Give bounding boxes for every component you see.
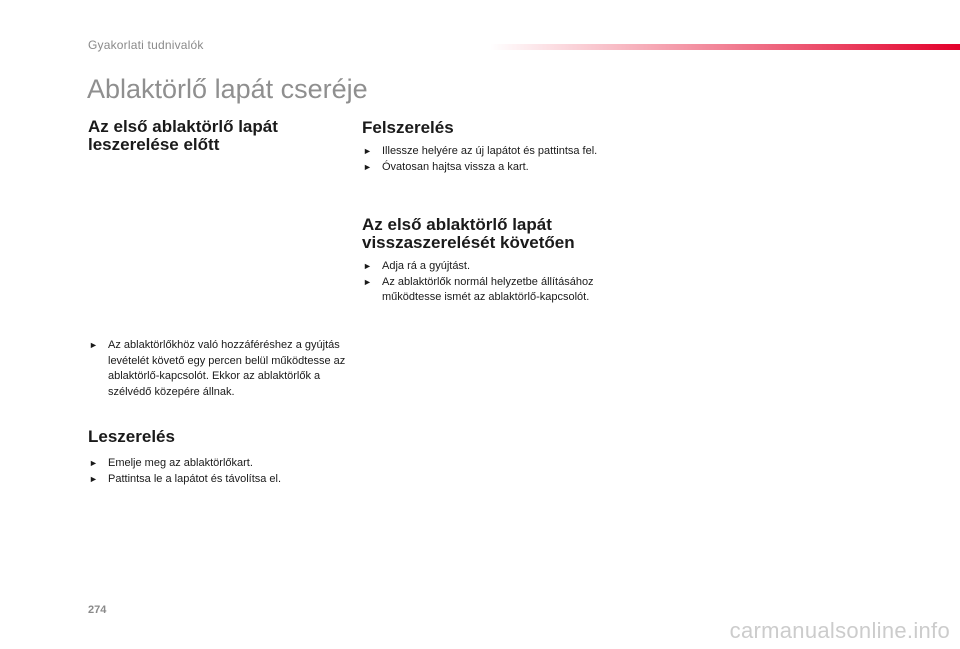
- removal-heading: Leszerelés: [88, 427, 175, 446]
- prep-list: [88, 338, 346, 400]
- after-list: [362, 259, 612, 306]
- prep-heading-line1: Az első ablaktörlő lapát: [88, 117, 278, 136]
- arrow-right-icon: ►: [89, 473, 98, 484]
- removal-list: [88, 456, 346, 487]
- prep-list-section: [88, 338, 346, 400]
- install-list: [362, 144, 612, 175]
- install-item-text: Óvatosan hajtsa vissza a kart.: [382, 160, 529, 173]
- install-heading: Felszerelés: [362, 118, 454, 137]
- after-heading-line2: visszaszerelését követően: [362, 233, 575, 252]
- header-accent-bar: [490, 44, 960, 50]
- list-item: [88, 472, 346, 488]
- removal-section: [88, 428, 346, 487]
- arrow-right-icon: ►: [89, 340, 98, 350]
- after-heading: [362, 216, 612, 252]
- install-item-text: Illessze helyére az új lapátot és pattintsa fel.: [382, 145, 598, 157]
- prep-item-text: Az ablaktörlőkhöz való hozzáféréshez a gyújtás levételét követő egy percen belül működtesse az ablaktörlő-kapcsolót. Ekkor az ablaktörlők a szélvédő közepére állnak.: [108, 339, 346, 398]
- arrow-right-icon: ►: [363, 276, 372, 287]
- arrow-right-icon: ►: [363, 261, 372, 271]
- arrow-right-icon: ►: [89, 458, 98, 468]
- prep-section: [88, 118, 346, 154]
- install-section: [362, 119, 612, 175]
- list-item: [362, 275, 612, 306]
- after-item-text: Adja rá a gyújtást.: [382, 260, 471, 272]
- after-section: [362, 216, 612, 306]
- list-item: [88, 456, 346, 472]
- header-section-title: Gyakorlati tudnivalók: [88, 38, 204, 52]
- list-item: [362, 259, 612, 275]
- list-item: [362, 144, 612, 160]
- list-item: [362, 160, 612, 176]
- arrow-right-icon: ►: [363, 146, 372, 156]
- removal-item-text: Emelje meg az ablaktörlőkart.: [108, 457, 253, 469]
- removal-item-text: Pattintsa le a lapátot és távolítsa el.: [108, 472, 282, 485]
- watermark: carmanualsonline.info: [729, 618, 950, 643]
- after-heading-line1: Az első ablaktörlő lapát: [362, 215, 552, 234]
- after-item-text: Az ablaktörlők normál helyzetbe állításához működtesse ismét az ablaktörlő-kapcsolót.: [382, 275, 594, 303]
- page-number: 274: [88, 604, 107, 616]
- page-title: Ablaktörlő lapát cseréje: [87, 74, 368, 104]
- list-item: [88, 338, 346, 400]
- prep-heading-line2: leszerelése előtt: [88, 135, 220, 154]
- prep-heading: [88, 118, 346, 154]
- arrow-right-icon: ►: [363, 161, 372, 172]
